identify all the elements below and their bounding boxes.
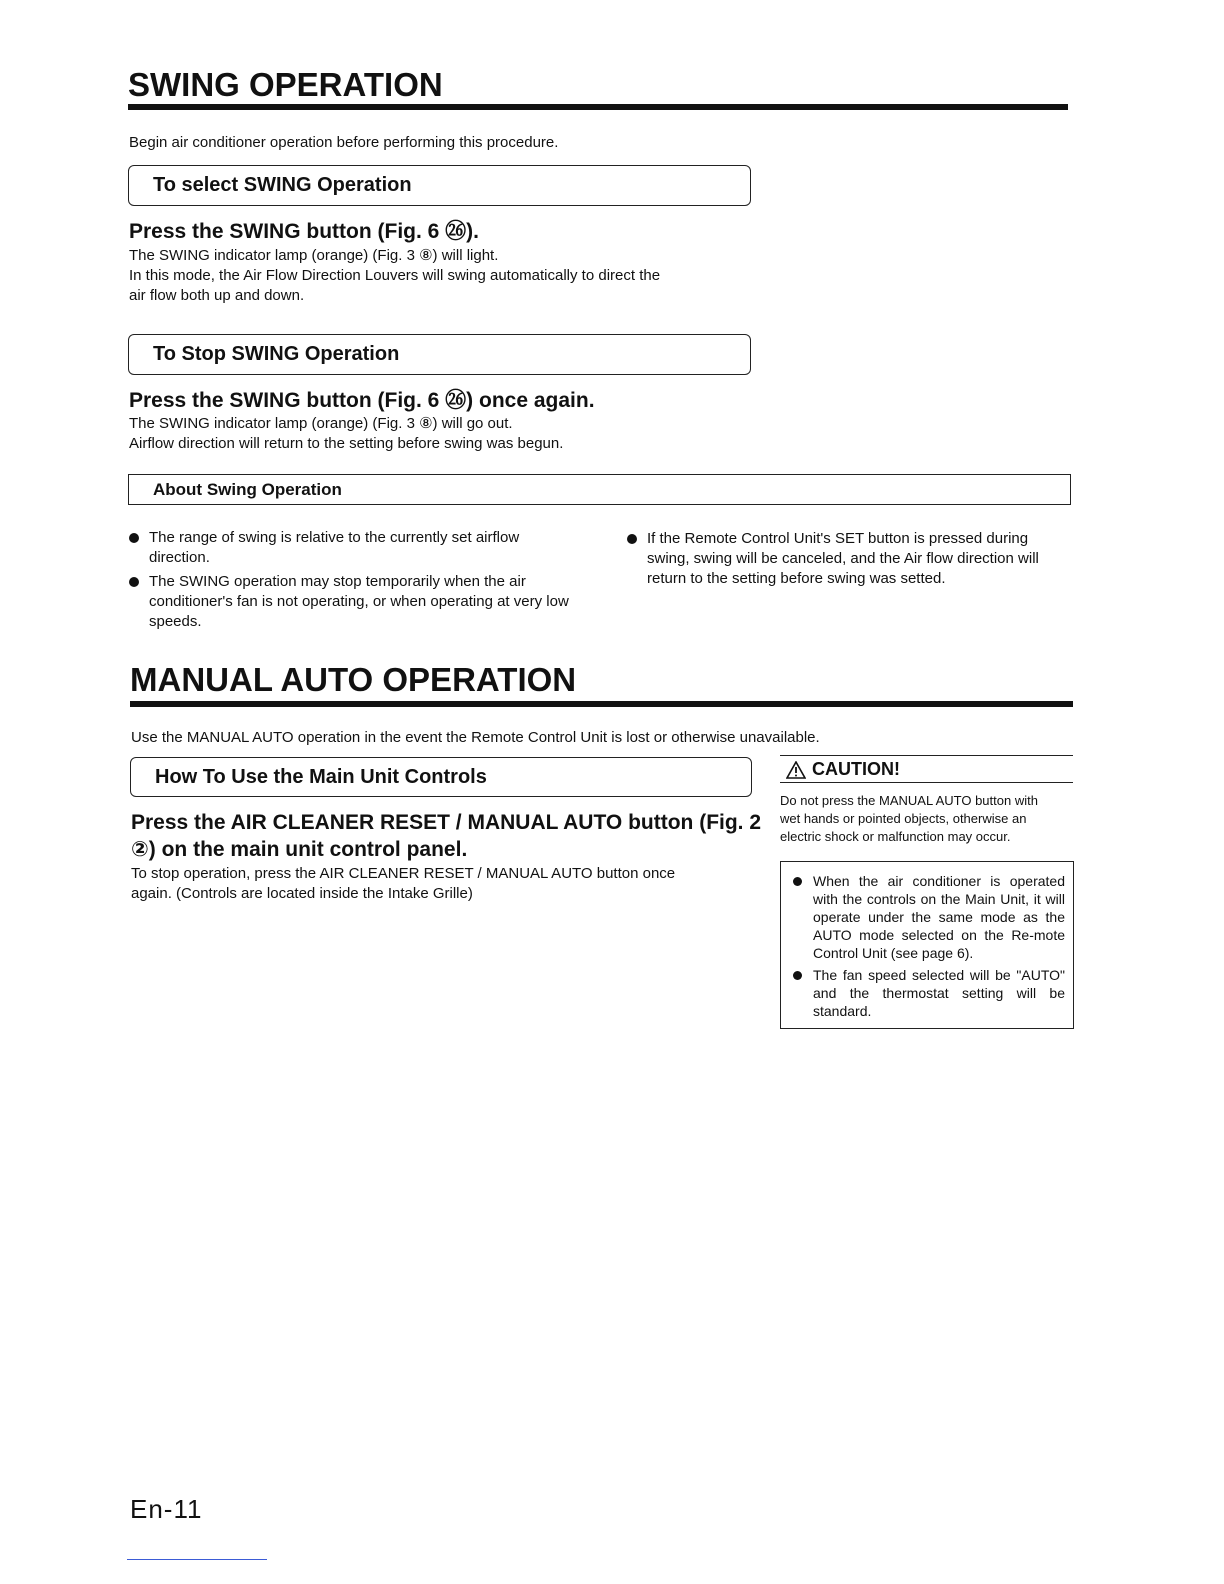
manual-auto-instruction-line: Press the AIR CLEANER RESET / MANUAL AUTO button (Fig. 2 — [131, 811, 762, 834]
list-item: When the air conditioner is operated with the controls on the Main Unit, it will operate under the same mode as the AUTO mode selected on the Re-mote Control Unit (see page 6). — [789, 872, 1065, 962]
bullet-icon — [129, 533, 139, 543]
select-swing-description — [129, 246, 769, 306]
manual-notes-box — [780, 861, 1074, 1029]
select-swing-heading-box — [128, 165, 751, 206]
swing-intro: Begin air conditioner operation before performing this procedure. — [129, 134, 559, 151]
stop-swing-line: Airflow direction will return to the setting before swing was begun. — [129, 435, 564, 452]
caution-title: CAUTION! — [812, 759, 900, 779]
footer-rule — [127, 1559, 267, 1560]
list-item: The fan speed selected will be "AUTO" and the thermostat setting will be standard. — [789, 966, 1065, 1020]
bullet-icon — [129, 577, 139, 587]
stop-swing-heading-box — [128, 334, 751, 375]
list-item: If the Remote Control Unit's SET button is pressed during swing, swing will be canceled, and the Air flow direction will return to the setting before swing was setted. — [627, 529, 1069, 589]
about-swing-heading: About Swing Operation — [153, 479, 342, 499]
list-item: The SWING operation may stop temporarily when the air conditioner's fan is not operating, or when operating at very low speeds. — [129, 572, 579, 632]
select-swing-line: air flow both up and down. — [129, 287, 305, 304]
bullet-icon — [793, 877, 802, 886]
bullet-icon — [793, 971, 802, 980]
manual-auto-instruction-line: ②) on the main unit control panel. — [131, 838, 468, 862]
manual-section-title: MANUAL AUTO OPERATION — [130, 661, 577, 698]
manual-auto-instruction — [131, 809, 771, 864]
swing-section-title: SWING OPERATION — [128, 66, 443, 103]
manual-auto-description — [131, 864, 771, 904]
stop-swing-instruction: Press the SWING button (Fig. 6 ㉖) once again. — [129, 389, 595, 412]
page-number: En-11 — [130, 1494, 203, 1524]
select-swing-line: The SWING indicator lamp (orange) (Fig. 3 ⑧) will light. — [129, 247, 499, 264]
stop-swing-line: The SWING indicator lamp (orange) (Fig. 3 ⑧) will go out. — [129, 415, 513, 432]
warning-icon — [786, 761, 806, 779]
bullet-icon — [627, 534, 637, 544]
manual-notes-list — [789, 872, 1065, 1020]
main-unit-controls-heading: How To Use the Main Unit Controls — [155, 765, 487, 788]
main-unit-controls-heading-box — [130, 757, 752, 797]
caution-heading — [780, 755, 1073, 783]
list-item: The range of swing is relative to the currently set airflow direction. — [129, 528, 579, 568]
select-swing-line: In this mode, the Air Flow Direction Louvers will swing automatically to direct the — [129, 267, 661, 284]
manual-title-rule — [130, 701, 1073, 707]
manual-auto-line: To stop operation, press the AIR CLEANER RESET / MANUAL AUTO button once — [131, 865, 676, 882]
stop-swing-heading: To Stop SWING Operation — [153, 343, 400, 365]
about-swing-left-list — [129, 528, 579, 636]
select-swing-heading: To select SWING Operation — [153, 174, 412, 196]
about-swing-right-list — [627, 529, 1069, 593]
manual-intro: Use the MANUAL AUTO operation in the event the Remote Control Unit is lost or otherwise unavailable. — [131, 729, 820, 746]
manual-auto-line: again. (Controls are located inside the Intake Grille) — [131, 885, 473, 902]
select-swing-instruction: Press the SWING button (Fig. 6 ㉖). — [129, 220, 480, 243]
stop-swing-description — [129, 414, 769, 454]
caution-text: Do not press the MANUAL AUTO button with wet hands or pointed objects, otherwise an electric shock or malfunction may occur. — [780, 793, 1038, 844]
swing-title-rule — [128, 104, 1068, 110]
about-swing-heading-box — [128, 474, 1071, 505]
